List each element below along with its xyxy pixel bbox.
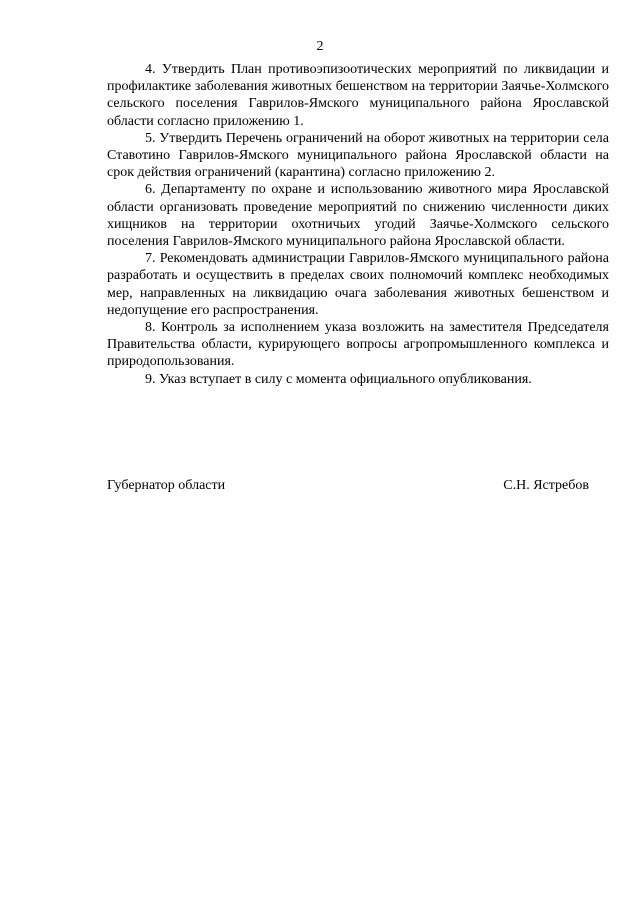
paragraph-item-6: 6. Департаменту по охране и использованию животного мира Ярославской области организовать проведение мероприятий по снижению численности диких хищников на территории охотничьих угодий Заячье-Холмского сельского поселения Гаврилов-Ямского муниципального района Ярославской области. <box>107 182 609 250</box>
signatory-name: С.Н. Ястребов <box>503 478 589 493</box>
page-number: 2 <box>316 39 324 54</box>
paragraph-item-5: 5. Утвердить Перечень ограничений на оборот животных на территории села Ставотино Гаврилов-Ямского муниципального района Ярославской области на срок действия ограничений (карантина) согласно приложению 2. <box>107 130 609 181</box>
paragraph-item-8: 8. Контроль за исполнением указа возложить на заместителя Председателя Правительства области, курирующего вопросы агропромышленного комплекса и природопользования. <box>107 320 609 370</box>
document-body <box>107 61 609 388</box>
paragraph-item-4: 4. Утвердить План противоэпизоотических мероприятий по ликвидации и профилактике заболевания животных бешенством на территории Заячье-Холмского сельского поселения Гаврилов-Ямского муниципального района Ярославской области согласно приложению 1. <box>107 62 609 129</box>
paragraph-item-9: 9. Указ вступает в силу с момента официального опубликования. <box>145 371 532 387</box>
signatory-title: Губернатор области <box>107 478 226 493</box>
paragraph-item-7: 7. Рекомендовать администрации Гаврилов-Ямского муниципального района разработать и осуществить в пределах своих полномочий комплекс необходимых мер, направленных на ликвидацию очага заболевания животных бешенством и недопущение его распространения. <box>107 251 609 318</box>
